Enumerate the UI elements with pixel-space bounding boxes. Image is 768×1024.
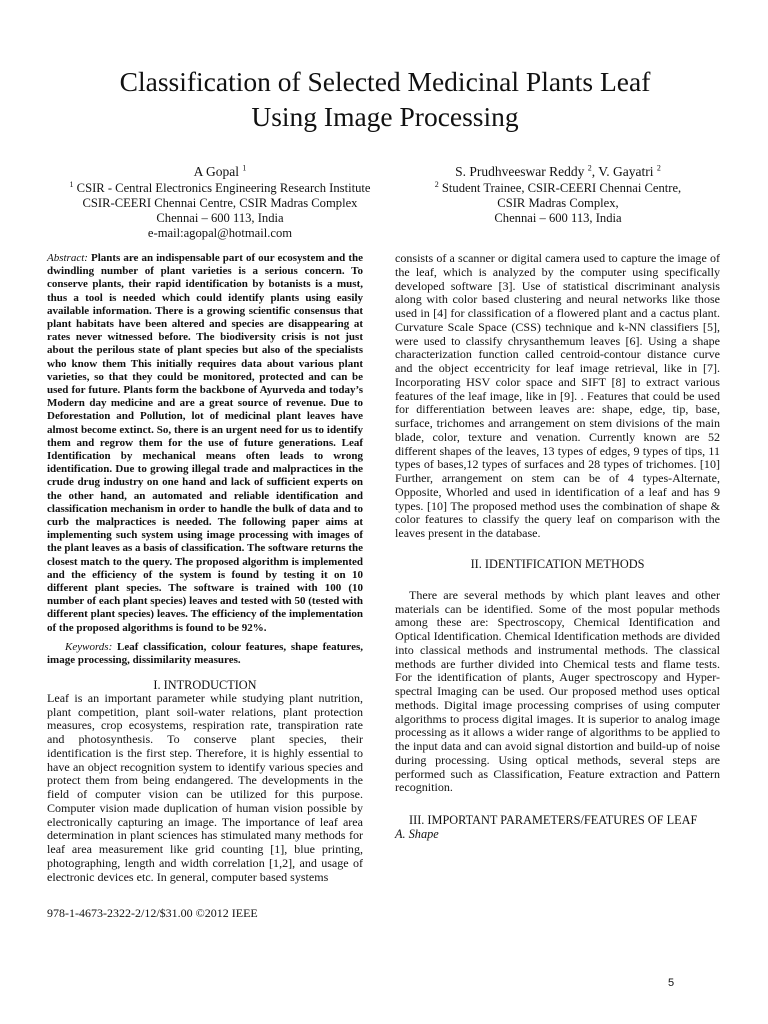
- author-affiliation: $^2$ Student Trainee, CSIR-CEERI Chennai Centre,: [434, 179, 682, 195]
- author-affiliation-line: CSIR Madras Complex,: [497, 196, 619, 210]
- right-column: [395, 252, 720, 841]
- copyright-notice: 978-1-4673-2322-2/12/$31.00 ©2012 IEEE: [47, 906, 258, 920]
- section-heading-parameters: III. IMPORTANT PARAMETERS/FEATURES OF LEAF: [409, 813, 698, 827]
- abstract: Abstract: Plants are an indispensable part of our ecosystem and the dwindling number of plant varieties is a serious concern. To conserve plants, their rapid identification by botanists is a must, thus a tool is needed which could identify plants using easily available information. There is a growing scientific consensus that plant habitats have been altered and species are disappearing at rates never witnessed before. The biodiversity crisis is not just about the perilous state of plant species but also of the specialists who know them This initially requires data about various plant varieties, so that they could be monitored, protected and can be used for future. Plants form the backbone of Ayurveda and today’s Modern day medicine and are a great source of revenue. Due to Deforestation and Pollution, lot of medicinal plant leaves have almost become extinct. So, there is an urgent need for us to identify them and regrow them for the use of future generations. Leaf Identification by mechanical means often leads to wrong identification. Due to growing illegal trade and malpractices in the crude drug industry on one hand and lack of sufficient experts on the other hand, an automated and reliable identification and classification mechanism in order to handle the bulk of data and to curb the malpractices is needed. The following paper aims at implementing such system using image processing with images of the plant leaves as a basis of classification. The software returns the closest match to the query. The proposed algorithm is implemented and the efficiency of the system is found by testing it on 10 different plant species. The software is trained with 100 (10 number of each plant species) leaves and tested with 50 (tested with different plant species) leaves. The efficiency of the implementation of the proposed algorithms is found to be 92%.: [47, 252, 363, 634]
- author-affiliation-line: Chennai – 600 113, India: [156, 211, 284, 225]
- section-heading-identification-methods: II. IDENTIFICATION METHODS: [470, 556, 645, 571]
- author-name: A Gopal $^1$: [193, 163, 247, 179]
- paper-title: [40, 64, 730, 134]
- section-heading-introduction: I. INTRODUCTION: [153, 677, 257, 692]
- author-email: e-mail:agopal@hotmail.com: [147, 226, 293, 240]
- title-line-1: Classification of Selected Medicinal Plants Leaf: [119, 66, 651, 97]
- author-block-left: [40, 163, 400, 241]
- author-affiliation: $^1$ CSIR - Central Electronics Engineering Research Institute: [69, 179, 371, 195]
- author-affiliation-line: CSIR-CEERI Chennai Centre, CSIR Madras Complex: [82, 196, 358, 210]
- author-affiliation-line: Chennai – 600 113, India: [494, 211, 622, 225]
- keywords: Keywords: Leaf classification, colour features, shape features, image processing, dissimilarity measures.: [47, 640, 363, 666]
- introduction-continued-paragraph: consists of a scanner or digital camera used to capture the image of the leaf, which is analyzed by the computer using specifically developed software [3]. Use of statistical discriminant analysis along with color based clustering and neural networks like those used in [4] for classification of a flowered plant and a cactus plant. Curvature Scale Space (CSS) technique and k-NN classifiers [5], were used to classify chrysanthemum leaves [6]. Using a shape characterization function called centroid-contour distance curve and the object eccentricity for leaf image retrieval, like in [7]. Incorporating HSV color space and SIFT [8] to extract various features of the leaf image, like in [9]. . Features that could be used for differentiation between leaves are: shape, edge, tip, base, surface, trichomes and arrangement on stem divisions of the main blade, color, texture and venation. Currently known are 52 different shapes of the leaves, 13 types of edges, 9 types of tips, 11 types of bases,12 types of surfaces and 28 types of trichomes. [10] Further, arrangement on stem can be of 4 types-Alternate, Opposite, Whorled and used in identification of a leaf and has 9 types. [10] The proposed method uses the combination of shape & color features to classify the query leaf on comparison with the leaves present in the database.: [395, 251, 720, 540]
- author-block-right: [392, 163, 724, 226]
- identification-methods-paragraph: There are several methods by which plant leaves and other materials can be identified. Some of the most popular methods among these are: Spectroscopy, Chemical Identification and Optical Identification. Chemical Identification methods are divided into classical methods and instrumental methods. The classical methods are further divided into Chemical tests and flame tests. For the identification of plants, Auger spectroscopy and Hyper-spectral Imaging can be used. Our proposed method uses optical methods. Digital image processing comprises of using computer algorithms to process digital images. It is superior to analog image processing as it allows a wider range of algorithms to be applied to the input data and can avoid signal distortion and build-up of noise during processing. Using optical methods, several steps are performed such as Classification, Feature extraction and Pattern recognition.: [395, 587, 720, 795]
- author-names: S. Prudhveeswar Reddy $^2$, V. Gayatri $^2$: [455, 163, 661, 179]
- subsection-heading-shape: A. Shape: [395, 827, 439, 841]
- title-line-2: Using Image Processing: [251, 101, 519, 132]
- left-column: [47, 252, 363, 884]
- introduction-paragraph: Leaf is an important parameter while studying plant nutrition, plant competition, plant soil-water relations, plant protection measures, crop ecosystems, respiration rate, transpiration rate and photosynthesis. To conserve plant species, their identification is the first step. Therefore, it is highly essential to have an object recognition system to identify various species and protect them from being endangered. The developments in the field of computer vision can be utilized for this purpose. Computer vision made duplication of human vision possible by electronically capturing an image. The importance of leaf area determination in plant sciences has stimulated many methods for leaf area measurement like grid counting [1], blue printing, photographing, length and width correlation [1,2], and usage of electronic devices etc. In general, computer based systems: [47, 690, 363, 884]
- page-number: 5: [668, 977, 675, 989]
